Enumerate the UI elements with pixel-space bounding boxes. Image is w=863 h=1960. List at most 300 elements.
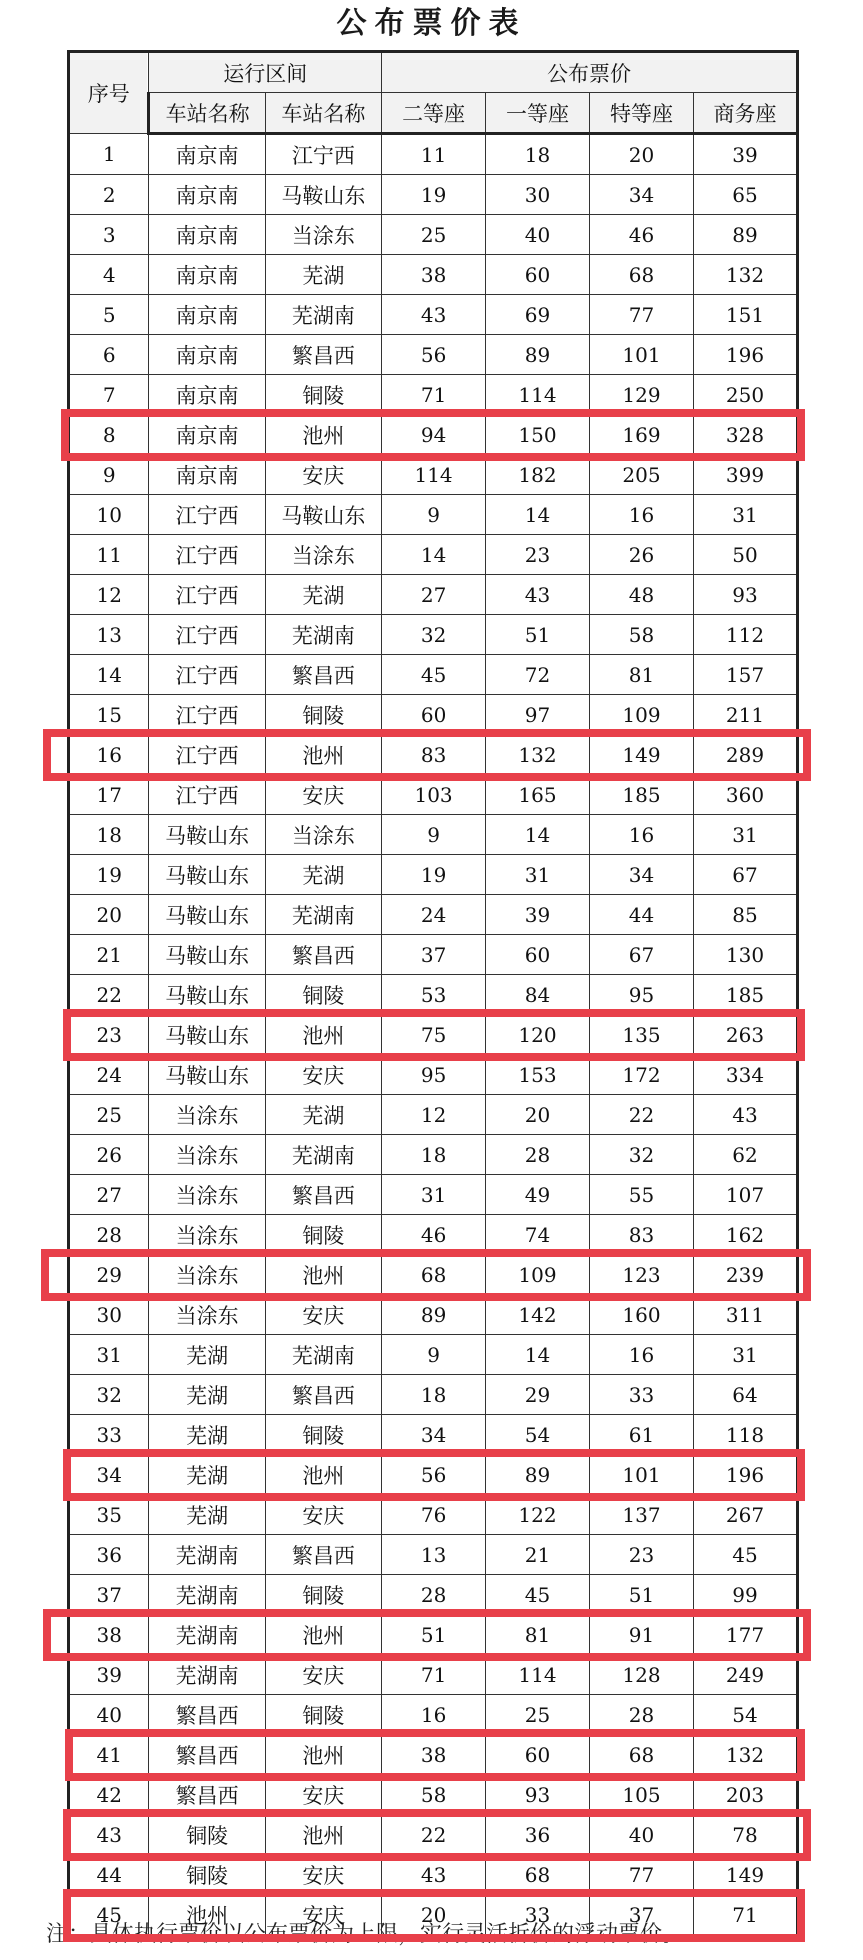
second-class-fare: 94: [382, 415, 486, 455]
from-station-cell: 繁昌西: [149, 1735, 265, 1775]
business-class-fare: 50: [693, 535, 797, 575]
business-class-fare: 360: [693, 775, 797, 815]
premium-class-fare: 46: [590, 215, 694, 255]
second-class-fare: 20: [382, 1895, 486, 1936]
to-station-cell: 马鞍山东: [265, 175, 381, 215]
premium-class-fare: 32: [590, 1135, 694, 1175]
first-class-fare: 165: [486, 775, 590, 815]
second-class-fare: 34: [382, 1415, 486, 1455]
fare-row: [69, 1775, 798, 1815]
business-class-fare: 177: [693, 1615, 797, 1655]
to-station-cell: 马鞍山东: [265, 495, 381, 535]
premium-class-fare: 68: [590, 1735, 694, 1775]
premium-class-fare: 137: [590, 1495, 694, 1535]
second-class-fare: 9: [382, 495, 486, 535]
business-class-fare: 112: [693, 615, 797, 655]
fare-row: [69, 375, 798, 415]
business-class-fare: 78: [693, 1815, 797, 1855]
fare-row: [69, 1175, 798, 1215]
from-station-cell: 芜湖: [149, 1495, 265, 1535]
from-station-cell: 南京南: [149, 415, 265, 455]
seq-cell: 25: [69, 1095, 149, 1135]
fare-row: [69, 615, 798, 655]
seq-cell: 24: [69, 1055, 149, 1095]
premium-class-fare: 185: [590, 775, 694, 815]
premium-class-fare: 95: [590, 975, 694, 1015]
business-class-fare: 263: [693, 1015, 797, 1055]
from-station-cell: 芜湖南: [149, 1615, 265, 1655]
premium-class-fare: 48: [590, 575, 694, 615]
seq-cell: 31: [69, 1335, 149, 1375]
premium-class-fare: 40: [590, 1815, 694, 1855]
seq-cell: 37: [69, 1575, 149, 1615]
business-class-fare: 399: [693, 455, 797, 495]
seq-cell: 34: [69, 1455, 149, 1495]
second-class-fare: 19: [382, 175, 486, 215]
second-class-fare: 89: [382, 1295, 486, 1335]
first-class-fare: 25: [486, 1695, 590, 1735]
first-class-fare: 49: [486, 1175, 590, 1215]
first-class-fare: 20: [486, 1095, 590, 1135]
premium-class-fare: 37: [590, 1895, 694, 1936]
business-class-fare: 45: [693, 1535, 797, 1575]
premium-class-fare: 105: [590, 1775, 694, 1815]
header-second-class: 二等座: [382, 93, 486, 134]
second-class-fare: 18: [382, 1375, 486, 1415]
page-title: 公布票价表: [336, 6, 527, 41]
premium-class-fare: 123: [590, 1255, 694, 1295]
from-station-cell: 芜湖: [149, 1455, 265, 1495]
premium-class-fare: 34: [590, 855, 694, 895]
business-class-fare: 67: [693, 855, 797, 895]
second-class-fare: 27: [382, 575, 486, 615]
premium-class-fare: 34: [590, 175, 694, 215]
first-class-fare: 23: [486, 535, 590, 575]
first-class-fare: 60: [486, 255, 590, 295]
seq-cell: 44: [69, 1855, 149, 1895]
first-class-fare: 14: [486, 815, 590, 855]
from-station-cell: 南京南: [149, 295, 265, 335]
first-class-fare: 89: [486, 335, 590, 375]
business-class-fare: 211: [693, 695, 797, 735]
from-station-cell: 南京南: [149, 215, 265, 255]
seq-cell: 43: [69, 1815, 149, 1855]
second-class-fare: 45: [382, 655, 486, 695]
business-class-fare: 31: [693, 495, 797, 535]
seq-cell: 16: [69, 735, 149, 775]
seq-cell: 20: [69, 895, 149, 935]
fare-row: [69, 735, 798, 775]
premium-class-fare: 33: [590, 1375, 694, 1415]
first-class-fare: 39: [486, 895, 590, 935]
first-class-fare: 54: [486, 1415, 590, 1455]
second-class-fare: 38: [382, 255, 486, 295]
from-station-cell: 铜陵: [149, 1815, 265, 1855]
premium-class-fare: 22: [590, 1095, 694, 1135]
first-class-fare: 109: [486, 1255, 590, 1295]
business-class-fare: 130: [693, 935, 797, 975]
to-station-cell: 芜湖南: [265, 1335, 381, 1375]
business-class-fare: 267: [693, 1495, 797, 1535]
second-class-fare: 13: [382, 1535, 486, 1575]
to-station-cell: 池州: [265, 1015, 381, 1055]
fare-table-body: [69, 134, 798, 1936]
premium-class-fare: 81: [590, 655, 694, 695]
business-class-fare: 289: [693, 735, 797, 775]
fare-row: [69, 455, 798, 495]
premium-class-fare: 67: [590, 935, 694, 975]
premium-class-fare: 205: [590, 455, 694, 495]
seq-cell: 36: [69, 1535, 149, 1575]
second-class-fare: 114: [382, 455, 486, 495]
premium-class-fare: 169: [590, 415, 694, 455]
business-class-fare: 99: [693, 1575, 797, 1615]
seq-cell: 29: [69, 1255, 149, 1295]
premium-class-fare: 129: [590, 375, 694, 415]
first-class-fare: 132: [486, 735, 590, 775]
business-class-fare: 64: [693, 1375, 797, 1415]
second-class-fare: 71: [382, 375, 486, 415]
to-station-cell: 安庆: [265, 1775, 381, 1815]
second-class-fare: 60: [382, 695, 486, 735]
fare-row: [69, 1255, 798, 1295]
first-class-fare: 18: [486, 134, 590, 175]
fare-row: [69, 255, 798, 295]
seq-cell: 4: [69, 255, 149, 295]
seq-cell: 17: [69, 775, 149, 815]
premium-class-fare: 26: [590, 535, 694, 575]
fare-row: [69, 1575, 798, 1615]
from-station-cell: 芜湖南: [149, 1575, 265, 1615]
business-class-fare: 93: [693, 575, 797, 615]
to-station-cell: 安庆: [265, 1495, 381, 1535]
business-class-fare: 249: [693, 1655, 797, 1695]
from-station-cell: 马鞍山东: [149, 1015, 265, 1055]
to-station-cell: 芜湖南: [265, 895, 381, 935]
from-station-cell: 江宁西: [149, 535, 265, 575]
seq-cell: 32: [69, 1375, 149, 1415]
fare-table: [67, 50, 799, 1937]
from-station-cell: 芜湖: [149, 1335, 265, 1375]
premium-class-fare: 44: [590, 895, 694, 935]
seq-cell: 30: [69, 1295, 149, 1335]
business-class-fare: 54: [693, 1695, 797, 1735]
second-class-fare: 83: [382, 735, 486, 775]
fare-row: [69, 695, 798, 735]
business-class-fare: 328: [693, 415, 797, 455]
business-class-fare: 39: [693, 134, 797, 175]
premium-class-fare: 20: [590, 134, 694, 175]
fare-row: [69, 815, 798, 855]
fare-row: [69, 1015, 798, 1055]
business-class-fare: 162: [693, 1215, 797, 1255]
second-class-fare: 16: [382, 1695, 486, 1735]
business-class-fare: 311: [693, 1295, 797, 1335]
second-class-fare: 38: [382, 1735, 486, 1775]
second-class-fare: 11: [382, 134, 486, 175]
seq-cell: 40: [69, 1695, 149, 1735]
fare-row: [69, 1535, 798, 1575]
first-class-fare: 29: [486, 1375, 590, 1415]
premium-class-fare: 128: [590, 1655, 694, 1695]
second-class-fare: 9: [382, 815, 486, 855]
to-station-cell: 安庆: [265, 455, 381, 495]
fare-row: [69, 1455, 798, 1495]
first-class-fare: 84: [486, 975, 590, 1015]
from-station-cell: 当涂东: [149, 1215, 265, 1255]
fare-row: [69, 535, 798, 575]
first-class-fare: 74: [486, 1215, 590, 1255]
first-class-fare: 97: [486, 695, 590, 735]
to-station-cell: 铜陵: [265, 975, 381, 1015]
second-class-fare: 43: [382, 1855, 486, 1895]
business-class-fare: 203: [693, 1775, 797, 1815]
from-station-cell: 江宁西: [149, 655, 265, 695]
second-class-fare: 46: [382, 1215, 486, 1255]
from-station-cell: 南京南: [149, 375, 265, 415]
second-class-fare: 76: [382, 1495, 486, 1535]
second-class-fare: 9: [382, 1335, 486, 1375]
premium-class-fare: 51: [590, 1575, 694, 1615]
to-station-cell: 芜湖: [265, 255, 381, 295]
to-station-cell: 当涂东: [265, 535, 381, 575]
to-station-cell: 芜湖: [265, 575, 381, 615]
fare-row: [69, 415, 798, 455]
first-class-fare: 40: [486, 215, 590, 255]
from-station-cell: 南京南: [149, 134, 265, 175]
business-class-fare: 157: [693, 655, 797, 695]
header-premium-class: 特等座: [590, 93, 694, 134]
first-class-fare: 150: [486, 415, 590, 455]
fare-row: [69, 1815, 798, 1855]
to-station-cell: 芜湖南: [265, 295, 381, 335]
second-class-fare: 56: [382, 335, 486, 375]
premium-class-fare: 16: [590, 1335, 694, 1375]
seq-cell: 10: [69, 495, 149, 535]
first-class-fare: 33: [486, 1895, 590, 1936]
from-station-cell: 马鞍山东: [149, 815, 265, 855]
premium-class-fare: 68: [590, 255, 694, 295]
from-station-cell: 马鞍山东: [149, 855, 265, 895]
business-class-fare: 107: [693, 1175, 797, 1215]
fare-row: [69, 935, 798, 975]
first-class-fare: 60: [486, 1735, 590, 1775]
header-section: 运行区间: [149, 52, 382, 93]
from-station-cell: 池州: [149, 1895, 265, 1936]
seq-cell: 5: [69, 295, 149, 335]
footnote: 注：具体执行票价以公布票价为上限，实行灵活折价的浮动票价。: [46, 1922, 685, 1947]
second-class-fare: 103: [382, 775, 486, 815]
header-first-class: 一等座: [486, 93, 590, 134]
to-station-cell: 繁昌西: [265, 1375, 381, 1415]
first-class-fare: 120: [486, 1015, 590, 1055]
seq-cell: 38: [69, 1615, 149, 1655]
seq-cell: 13: [69, 615, 149, 655]
fare-row: [69, 134, 798, 175]
seq-cell: 19: [69, 855, 149, 895]
first-class-fare: 122: [486, 1495, 590, 1535]
second-class-fare: 75: [382, 1015, 486, 1055]
seq-cell: 27: [69, 1175, 149, 1215]
to-station-cell: 安庆: [265, 1655, 381, 1695]
first-class-fare: 68: [486, 1855, 590, 1895]
seq-cell: 45: [69, 1895, 149, 1936]
first-class-fare: 14: [486, 1335, 590, 1375]
second-class-fare: 71: [382, 1655, 486, 1695]
premium-class-fare: 101: [590, 1455, 694, 1495]
fare-row: [69, 1135, 798, 1175]
business-class-fare: 118: [693, 1415, 797, 1455]
to-station-cell: 铜陵: [265, 695, 381, 735]
from-station-cell: 南京南: [149, 335, 265, 375]
from-station-cell: 马鞍山东: [149, 935, 265, 975]
from-station-cell: 南京南: [149, 455, 265, 495]
seq-cell: 1: [69, 134, 149, 175]
from-station-cell: 繁昌西: [149, 1695, 265, 1735]
seq-cell: 21: [69, 935, 149, 975]
from-station-cell: 当涂东: [149, 1175, 265, 1215]
second-class-fare: 51: [382, 1615, 486, 1655]
business-class-fare: 89: [693, 215, 797, 255]
second-class-fare: 25: [382, 215, 486, 255]
from-station-cell: 江宁西: [149, 775, 265, 815]
premium-class-fare: 109: [590, 695, 694, 735]
second-class-fare: 28: [382, 1575, 486, 1615]
fare-row: [69, 1055, 798, 1095]
to-station-cell: 当涂东: [265, 215, 381, 255]
premium-class-fare: 172: [590, 1055, 694, 1095]
premium-class-fare: 77: [590, 1855, 694, 1895]
from-station-cell: 铜陵: [149, 1855, 265, 1895]
business-class-fare: 31: [693, 815, 797, 855]
from-station-cell: 江宁西: [149, 695, 265, 735]
fare-row: [69, 1095, 798, 1135]
from-station-cell: 马鞍山东: [149, 895, 265, 935]
fare-row: [69, 1375, 798, 1415]
seq-cell: 8: [69, 415, 149, 455]
first-class-fare: 81: [486, 1615, 590, 1655]
business-class-fare: 149: [693, 1855, 797, 1895]
from-station-cell: 芜湖南: [149, 1535, 265, 1575]
fare-row: [69, 495, 798, 535]
business-class-fare: 43: [693, 1095, 797, 1135]
from-station-cell: 当涂东: [149, 1135, 265, 1175]
to-station-cell: 江宁西: [265, 134, 381, 175]
from-station-cell: 江宁西: [149, 735, 265, 775]
fare-row: [69, 1495, 798, 1535]
fare-row: [69, 1735, 798, 1775]
first-class-fare: 72: [486, 655, 590, 695]
premium-class-fare: 149: [590, 735, 694, 775]
seq-cell: 12: [69, 575, 149, 615]
premium-class-fare: 135: [590, 1015, 694, 1055]
business-class-fare: 85: [693, 895, 797, 935]
to-station-cell: 繁昌西: [265, 1175, 381, 1215]
to-station-cell: 芜湖: [265, 1095, 381, 1135]
from-station-cell: 芜湖南: [149, 1655, 265, 1695]
to-station-cell: 铜陵: [265, 1575, 381, 1615]
to-station-cell: 铜陵: [265, 1215, 381, 1255]
second-class-fare: 31: [382, 1175, 486, 1215]
second-class-fare: 22: [382, 1815, 486, 1855]
second-class-fare: 95: [382, 1055, 486, 1095]
first-class-fare: 31: [486, 855, 590, 895]
business-class-fare: 185: [693, 975, 797, 1015]
to-station-cell: 池州: [265, 1615, 381, 1655]
from-station-cell: 繁昌西: [149, 1775, 265, 1815]
to-station-cell: 安庆: [265, 1295, 381, 1335]
second-class-fare: 37: [382, 935, 486, 975]
to-station-cell: 繁昌西: [265, 935, 381, 975]
to-station-cell: 当涂东: [265, 815, 381, 855]
second-class-fare: 56: [382, 1455, 486, 1495]
second-class-fare: 43: [382, 295, 486, 335]
premium-class-fare: 16: [590, 495, 694, 535]
business-class-fare: 31: [693, 1335, 797, 1375]
business-class-fare: 62: [693, 1135, 797, 1175]
fare-row: [69, 175, 798, 215]
premium-class-fare: 83: [590, 1215, 694, 1255]
header-seq: 序号: [69, 52, 149, 134]
business-class-fare: 196: [693, 335, 797, 375]
first-class-fare: 21: [486, 1535, 590, 1575]
fare-table-header: [69, 52, 798, 134]
to-station-cell: 铜陵: [265, 1415, 381, 1455]
header-fare-group: 公布票价: [382, 52, 798, 93]
first-class-fare: 114: [486, 1655, 590, 1695]
premium-class-fare: 77: [590, 295, 694, 335]
first-class-fare: 93: [486, 1775, 590, 1815]
to-station-cell: 铜陵: [265, 375, 381, 415]
to-station-cell: 池州: [265, 1735, 381, 1775]
seq-cell: 15: [69, 695, 149, 735]
seq-cell: 23: [69, 1015, 149, 1055]
premium-class-fare: 16: [590, 815, 694, 855]
seq-cell: 39: [69, 1655, 149, 1695]
seq-cell: 7: [69, 375, 149, 415]
seq-cell: 14: [69, 655, 149, 695]
business-class-fare: 250: [693, 375, 797, 415]
first-class-fare: 14: [486, 495, 590, 535]
second-class-fare: 32: [382, 615, 486, 655]
business-class-fare: 334: [693, 1055, 797, 1095]
first-class-fare: 114: [486, 375, 590, 415]
seq-cell: 35: [69, 1495, 149, 1535]
header-business-class: 商务座: [693, 93, 797, 134]
seq-cell: 33: [69, 1415, 149, 1455]
from-station-cell: 当涂东: [149, 1295, 265, 1335]
first-class-fare: 36: [486, 1815, 590, 1855]
fare-row: [69, 215, 798, 255]
to-station-cell: 安庆: [265, 775, 381, 815]
to-station-cell: 繁昌西: [265, 1535, 381, 1575]
from-station-cell: 马鞍山东: [149, 1055, 265, 1095]
to-station-cell: 芜湖: [265, 855, 381, 895]
fare-row: [69, 1215, 798, 1255]
seq-cell: 41: [69, 1735, 149, 1775]
first-class-fare: 43: [486, 575, 590, 615]
seq-cell: 2: [69, 175, 149, 215]
seq-cell: 6: [69, 335, 149, 375]
business-class-fare: 71: [693, 1895, 797, 1936]
to-station-cell: 芜湖南: [265, 1135, 381, 1175]
from-station-cell: 江宁西: [149, 615, 265, 655]
fare-row: [69, 575, 798, 615]
fare-row: [69, 1415, 798, 1455]
seq-cell: 42: [69, 1775, 149, 1815]
first-class-fare: 45: [486, 1575, 590, 1615]
seq-cell: 18: [69, 815, 149, 855]
